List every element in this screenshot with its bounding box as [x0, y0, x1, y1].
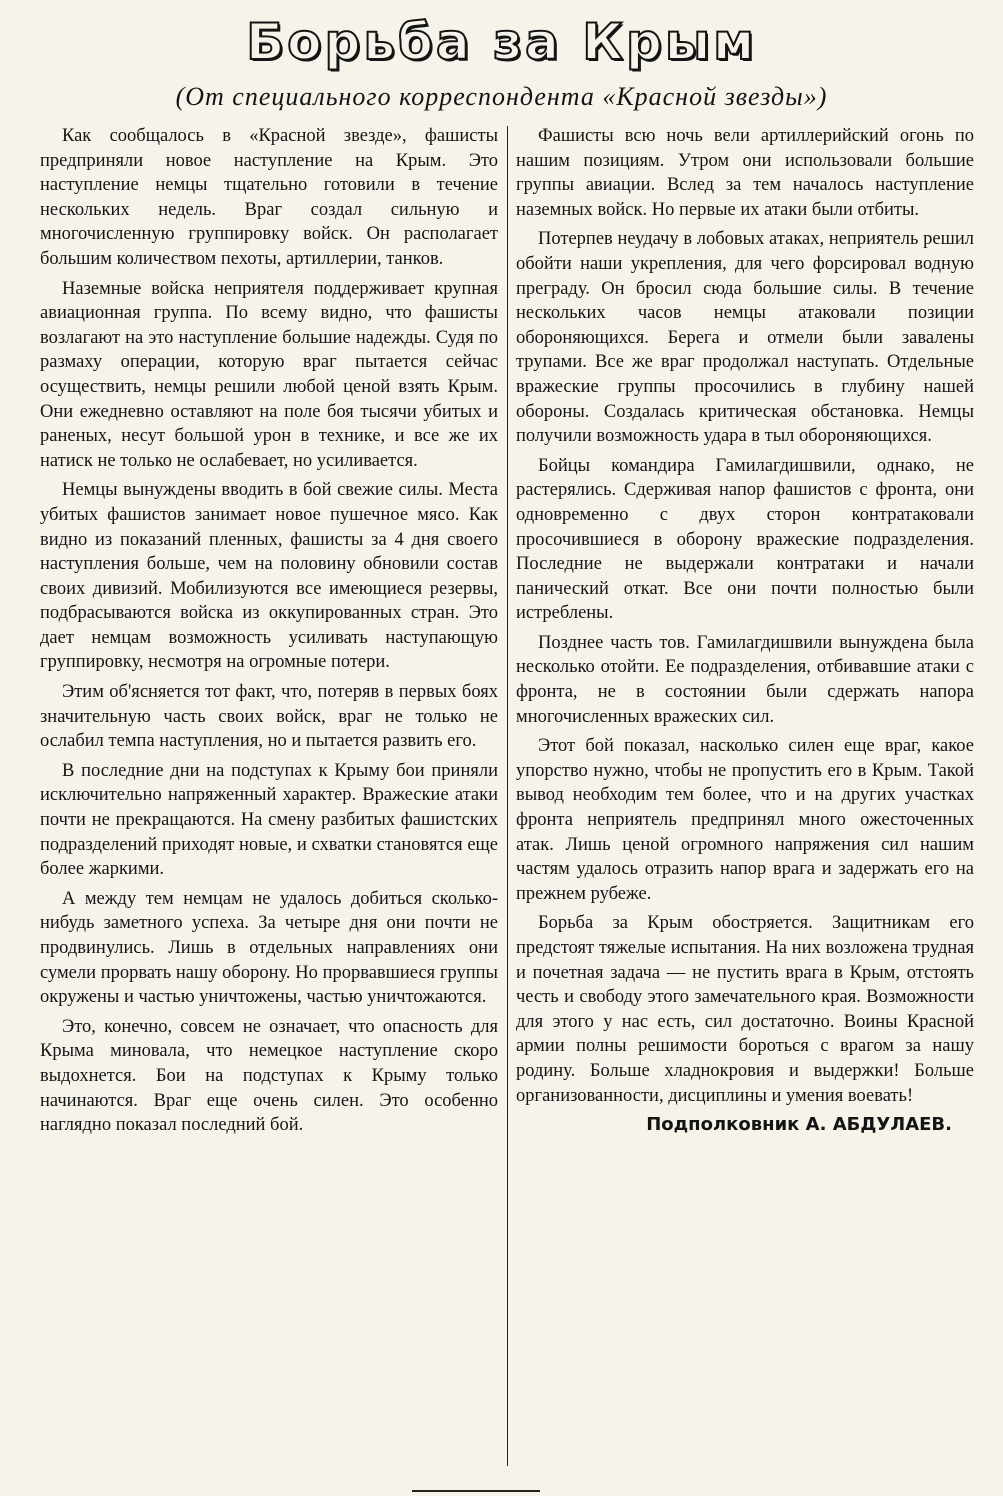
paragraph: Фашисты всю ночь вели артиллерийский огонь по нашим позициям. Утром они использовали большие группы авиации. Вслед за тем началось наступление наземных войск. Но первые их атаки были отбиты. — [516, 126, 974, 220]
paragraph: Этим об'ясняется тот факт, что, потеряв в первых боях значительную часть своих войск, враг не только не ослабил темпа наступления, но и пытается развить его. — [40, 682, 498, 752]
paragraph: А между тем немцам не удалось добиться сколько-нибудь заметного успеха. За четыре дня они почти не продвинулись. Лишь в отдельных направлениях они сумели прорвать нашу оборону. Но прорвавшиеся группы окружены и частью уничтожены, частью уничтожаются. — [40, 888, 498, 1008]
article-subtitle: (От специального корреспондента «Красной звезды») — [175, 82, 828, 111]
paragraph: Борьба за Крым обостряется. Защитникам его предстоят тяжелые испытания. На них возложена трудная и почетная задача — не пустить врага в Крым, отстоять честь и свободу этого замечательного края. Возможности для этого у нас есть, сил достаточно. Воины Красной армии полны решимости бороться с врагом за нашу родину. Больше хладнокровия и выдержки! Больше организованности, дисциплины и умения воевать! — [516, 913, 974, 1106]
left-column — [40, 124, 498, 1143]
paragraph: Это, конечно, совсем не означает, что опасность для Крыма миновала, что немецкое наступление скоро выдохнется. Бои на подступах к Крыму только начинаются. Враг еще очень силен. Это особенно наглядно показал последний бой. — [40, 1016, 498, 1136]
paragraph: В последние дни на подступах к Крыму бои приняли исключительно напряженный характер. Вражеские атаки почти не прекращаются. На смену разбитых фашистских подразделений приходят новые, и схватки становятся еще более жаркими. — [40, 760, 498, 880]
paragraph: Бойцы командира Гамилагдишвили, однако, не растерялись. Сдерживая напор фашистов с фронта, они одновременно с двух сторон контратаковали просочившиеся в оборону вражеские подразделения. Последние не выдержали контратаки и начали панический откат. Все они почти полностью были истреблены. — [516, 455, 974, 624]
author-signature: Подполковник А. АБДУЛАЕВ. — [646, 1114, 952, 1136]
paragraph: Этот бой показал, насколько силен еще враг, какое упорство нужно, чтобы не пропустить его в Крым. Такой вывод необходим тем более, что и на других участках фронта неприятель предпринял много ожесточенных атак. Лишь ценой огромного напряжения сил нашим частям удалось отразить напор врага и задержать его на прежнем рубеже. — [516, 736, 974, 904]
paragraph: Потерпев неудачу в лобовых атаках, неприятель решил обойти наши укрепления, для чего форсировал водную преграду. Он бросил сюда большие силы. В течение нескольких часов немцы атаковали позиции обороняющихся. Берега и отмели были завалены трупами. Все же враг продолжал наступать. Отдельные вражеские группы просочились в глубину нашей обороны. Создалась критическая обстановка. Немцы получили возможность удара в тыл обороняющихся. — [516, 229, 974, 447]
column-divider — [507, 126, 508, 1466]
paragraph: Позднее часть тов. Гамилагдишвили вынуждена была несколько отойти. Ее подразделения, отбивавшие атаки с фронта, не в состоянии были сдержать напора многочисленных вражеских сил. — [516, 632, 974, 727]
article-title: Борьба за Крым — [246, 13, 757, 71]
bottom-rule — [412, 1490, 540, 1492]
paragraph: Немцы вынуждены вводить в бой свежие силы. Места убитых фашистов занимает новое пушечное мясо. Как видно из показаний пленных, фашисты за 4 дня своего наступления больше, чем на половину обновили состав своих дивизий. Мобилизуются все имеющиеся резервы, подбрасываются войска из оккупированных стран. Это дает немцам возможность усиливать наступающую группировку, несмотря на огромные потери. — [40, 480, 498, 673]
paragraph: Как сообщалось в «Красной звезде», фашисты предприняли новое наступление на Крым. Это наступление немцы тщательно готовили в течение нескольких недель. Враг создал сильную и многочисленную группировку войск. Он располагает большим количеством пехоты, артиллерии, танков. — [40, 126, 498, 269]
right-column — [516, 124, 974, 1143]
paragraph: Наземные войска неприятеля поддерживает крупная авиационная группа. По всему видно, что фашисты возлагают на это наступление большие надежды. Судя по размаху операции, которую враг пытается сейчас осуществить, немцы решили любой ценой взять Крым. Они ежедневно оставляют на поле боя тысячи убитых и раненых, несут большой урон в технике, и все же их натиск не только не ослабевает, но усиливается. — [40, 278, 498, 471]
